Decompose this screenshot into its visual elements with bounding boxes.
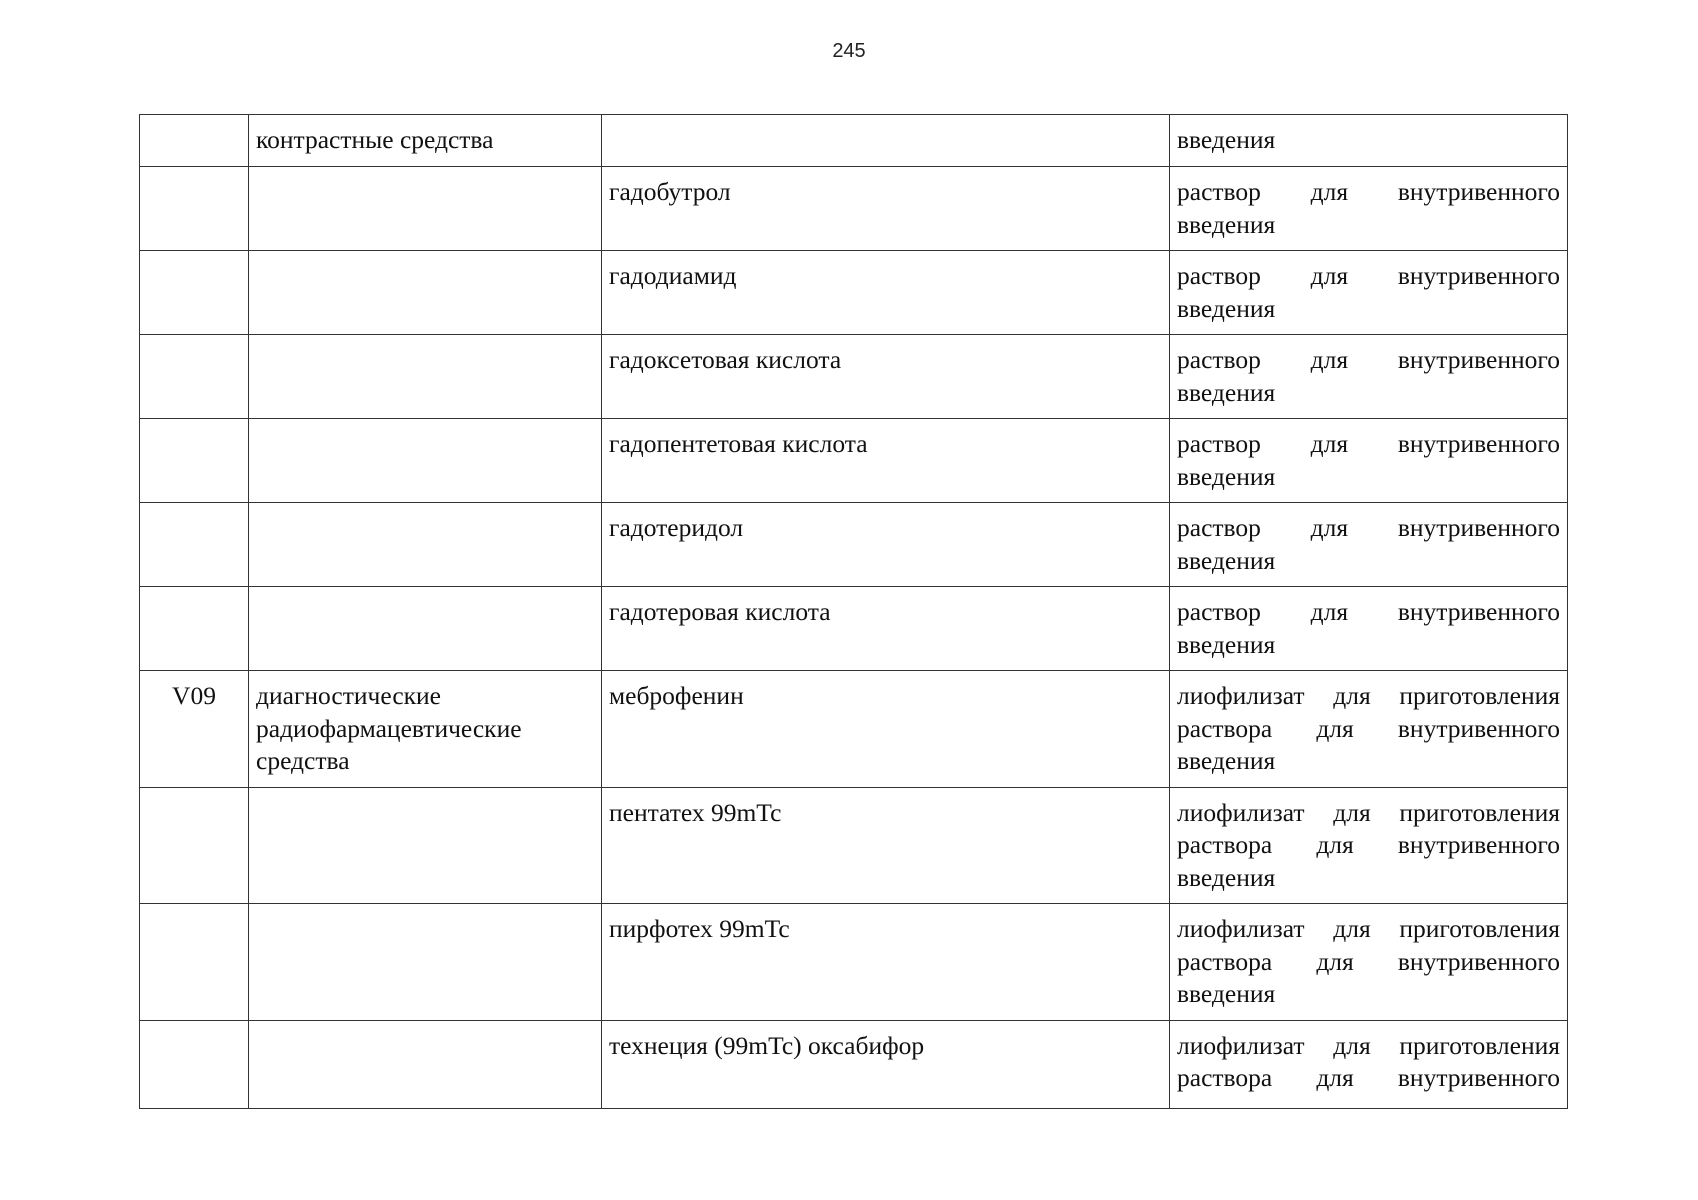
atc-code-cell — [140, 167, 249, 251]
atc-code-cell — [140, 787, 249, 904]
dosage-form-cell: раствор для внутривенного введения — [1170, 335, 1568, 419]
drug-name-cell: меброфенин — [602, 671, 1170, 788]
atc-code-cell — [140, 1020, 249, 1108]
dosage-form-cell: введения — [1170, 115, 1568, 167]
group-cell: диагностические радиофармацевтические средства — [249, 671, 602, 788]
drug-name-cell — [602, 115, 1170, 167]
group-cell — [249, 335, 602, 419]
table-row — [140, 787, 1568, 904]
table-row — [140, 419, 1568, 503]
table-row — [140, 335, 1568, 419]
page-number: 245 — [832, 40, 866, 62]
atc-code-cell — [140, 904, 249, 1021]
dosage-form-cell: лиофилизат для приготовления раствора для внутривенного введения — [1170, 904, 1568, 1021]
table-row — [140, 1020, 1568, 1108]
dosage-form-cell: лиофилизат для приготовления раствора для внутривенного введения — [1170, 671, 1568, 788]
table-row — [140, 115, 1568, 167]
drug-name-cell: гадоксетовая кислота — [602, 335, 1170, 419]
table-row — [140, 503, 1568, 587]
table-row — [140, 671, 1568, 788]
group-cell: контрастные средства — [249, 115, 602, 167]
drug-list-table — [139, 114, 1568, 1109]
atc-code-cell — [140, 115, 249, 167]
atc-code-cell — [140, 251, 249, 335]
dosage-form-cell: раствор для внутривенного введения — [1170, 419, 1568, 503]
table-row — [140, 904, 1568, 1021]
drug-name-cell: гадобутрол — [602, 167, 1170, 251]
dosage-form-cell: раствор для внутривенного введения — [1170, 167, 1568, 251]
group-cell — [249, 503, 602, 587]
group-cell — [249, 167, 602, 251]
drug-name-cell: пентатех 99mTc — [602, 787, 1170, 904]
drug-name-cell: технеция (99mTc) оксабифор — [602, 1020, 1170, 1108]
group-cell — [249, 1020, 602, 1108]
dosage-form-cell: лиофилизат для приготовления раствора для внутривенного введения — [1170, 787, 1568, 904]
group-cell — [249, 904, 602, 1021]
dosage-form-cell: раствор для внутривенного введения — [1170, 503, 1568, 587]
table-row — [140, 167, 1568, 251]
group-cell — [249, 787, 602, 904]
group-cell — [249, 419, 602, 503]
atc-code-cell — [140, 335, 249, 419]
table-row — [140, 587, 1568, 671]
drug-name-cell: гадотеридол — [602, 503, 1170, 587]
table-row — [140, 251, 1568, 335]
dosage-form-cell: раствор для внутривенного введения — [1170, 251, 1568, 335]
atc-code-cell: V09 — [140, 671, 249, 788]
group-cell — [249, 251, 602, 335]
dosage-form-cell: раствор для внутривенного введения — [1170, 587, 1568, 671]
drug-name-cell: пирфотех 99mTc — [602, 904, 1170, 1021]
atc-code-cell — [140, 419, 249, 503]
drug-name-cell: гадотеровая кислота — [602, 587, 1170, 671]
atc-code-cell — [140, 503, 249, 587]
group-cell — [249, 587, 602, 671]
atc-code-cell — [140, 587, 249, 671]
drug-name-cell: гадопентетовая кислота — [602, 419, 1170, 503]
drug-name-cell: гадодиамид — [602, 251, 1170, 335]
dosage-form-cell: лиофилизат для приготовления раствора для внутривенного — [1170, 1020, 1568, 1108]
